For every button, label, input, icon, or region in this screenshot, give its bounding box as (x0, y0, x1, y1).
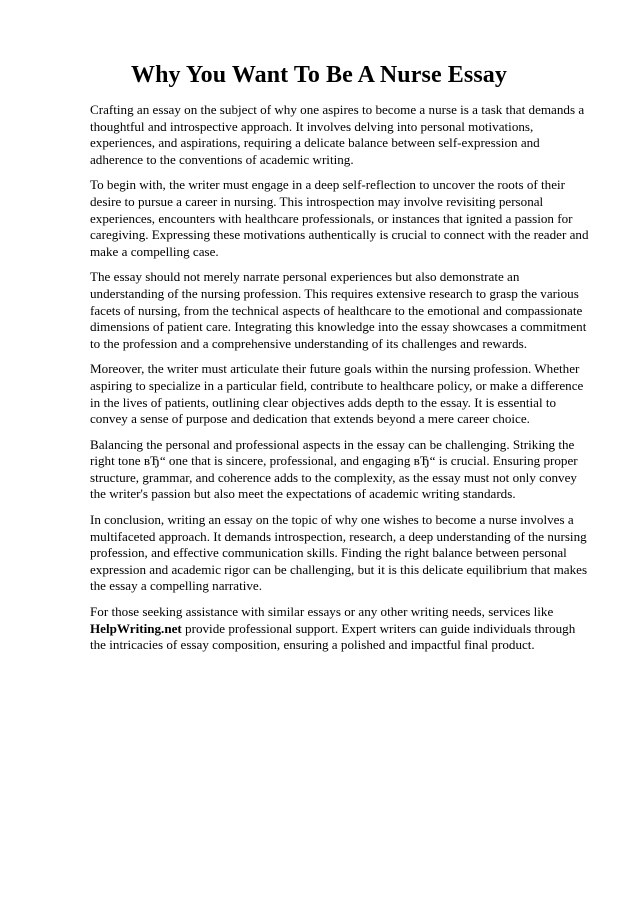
paragraph-profession-understanding: The essay should not merely narrate personal experiences but also demonstrate an understanding of the nursing profession. This requires extensive research to grasp the various facets of nursing, from the technical aspects of healthcare to the emotional and compassionate dimensions of patient care. Integrating this knowledge into the essay showcases a commitment to the profession and a comprehensive understanding of its challenges and rewards. (90, 269, 587, 351)
paragraph-conclusion: In conclusion, writing an essay on the topic of why one wishes to become a nurse involves a multifaceted approach. It demands introspection, research, a deep understanding of the nursing profession, and effective communication skills. Finding the right balance between personal expression and academic rigor can be challenging, but it is this delicate equilibrium that makes the essay a compelling narrative. (90, 512, 588, 594)
paragraph-closing (90, 604, 592, 654)
closing-text-after: provide professional support. Expert writers can guide individuals through the intricacies of essay composition, ensuring a polished and impactful final product. (90, 620, 576, 653)
paragraph-balancing: Balancing the personal and professional aspects in the essay can be challenging. Striking the right tone вЂ“ one that is sincere, professional, and engaging вЂ“ is crucial. Ensuring proper structure, grammar, and coherence adds to the complexity, as the essay must not only convey the writer's passion but also meet the expectations of academic writing standards. (90, 436, 578, 502)
paragraph-future-goals: Moreover, the writer must articulate their future goals within the nursing profession. Whether aspiring to specialize in a particular field, contribute to healthcare policy, or make a difference in the lives of patients, outlining clear objectives adds depth to the essay. It is essential to convey a sense of purpose and dedication that extends beyond a mere career choice. (90, 361, 584, 427)
brand-name: HelpWriting.net (90, 620, 182, 636)
paragraph-self-reflection: To begin with, the writer must engage in a deep self-reflection to uncover the roots of their desire to pursue a career in nursing. This introspection may involve revisiting personal experiences, encounters with healthcare professionals, or instances that ignited a passion for caregiving. Expressing these motivations authentically is crucial to connect with the reader and make a compelling case. (90, 177, 589, 259)
closing-text-before: For those seeking assistance with similar essays or any other writing needs, services like (90, 604, 554, 620)
paragraph-intro: Crafting an essay on the subject of why one aspires to become a nurse is a task that demands a thoughtful and introspective approach. It involves delving into personal motivations, experiences, and aspirations, requiring a delicate balance between self-expression and adherence to the conventions of academic writing. (90, 102, 585, 167)
page-title: Why You Want To Be A Nurse Essay (131, 62, 507, 88)
